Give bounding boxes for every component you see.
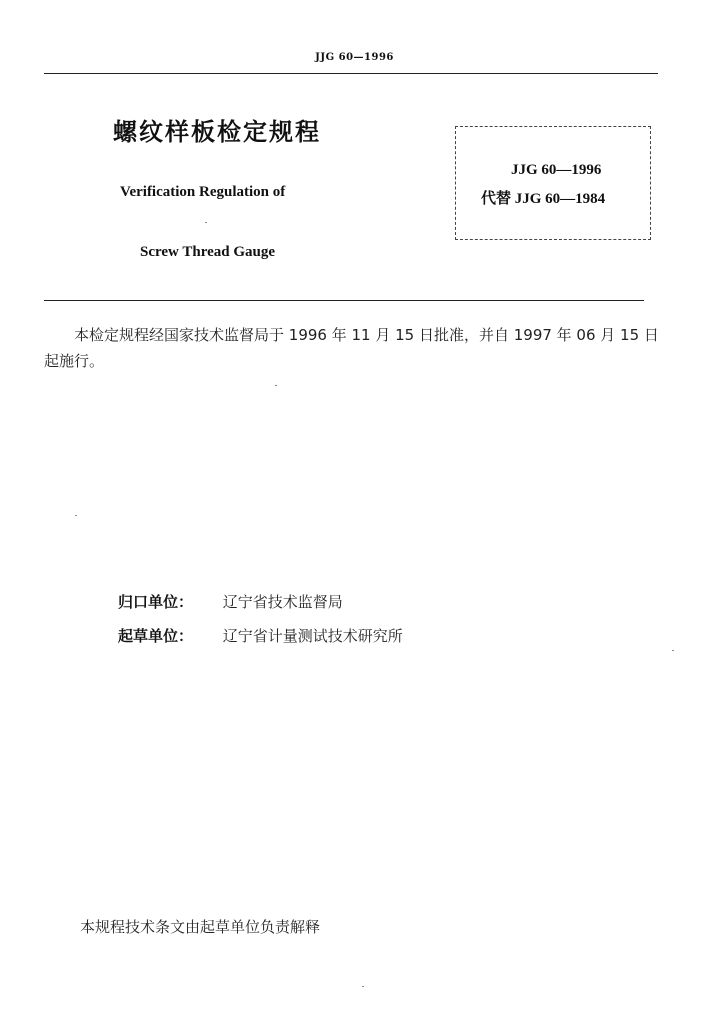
- code-box: [455, 126, 651, 240]
- scan-speck: [205, 222, 207, 223]
- title-english-line1: Verification Regulation of: [120, 184, 286, 200]
- scan-speck: [362, 986, 364, 987]
- scan-speck: [672, 650, 674, 651]
- title-english-line2: Screw Thread Gauge: [140, 244, 276, 260]
- responsible-unit-row: [118, 591, 343, 612]
- footer-note: 本规程技术条文由起草单位负责解释: [80, 918, 321, 936]
- drafting-unit-label: 起草单位：: [118, 627, 194, 645]
- drafting-unit-value: 辽宁省计量测试技术研究所: [222, 627, 403, 645]
- responsible-unit-label: 归口单位：: [118, 593, 194, 611]
- header-rule: [44, 73, 658, 74]
- header-code: JJG 60—1996: [315, 52, 394, 63]
- title-chinese: 螺纹样板检定规程: [113, 118, 321, 146]
- title-rule: [44, 300, 644, 301]
- code-box-replaces: 代替 JJG 60—1984: [481, 191, 606, 207]
- approval-text: 本检定规程经国家技术监督局于 1996 年 11 月 15 日批准，并自 1997 年 06 月 15 日起施行。: [44, 326, 659, 370]
- drafting-unit-row: [118, 625, 403, 646]
- scan-speck: [275, 385, 277, 386]
- scan-speck: [75, 515, 77, 516]
- responsible-unit-value: 辽宁省技术监督局: [222, 593, 343, 611]
- code-box-code: JJG 60—1996: [511, 162, 602, 178]
